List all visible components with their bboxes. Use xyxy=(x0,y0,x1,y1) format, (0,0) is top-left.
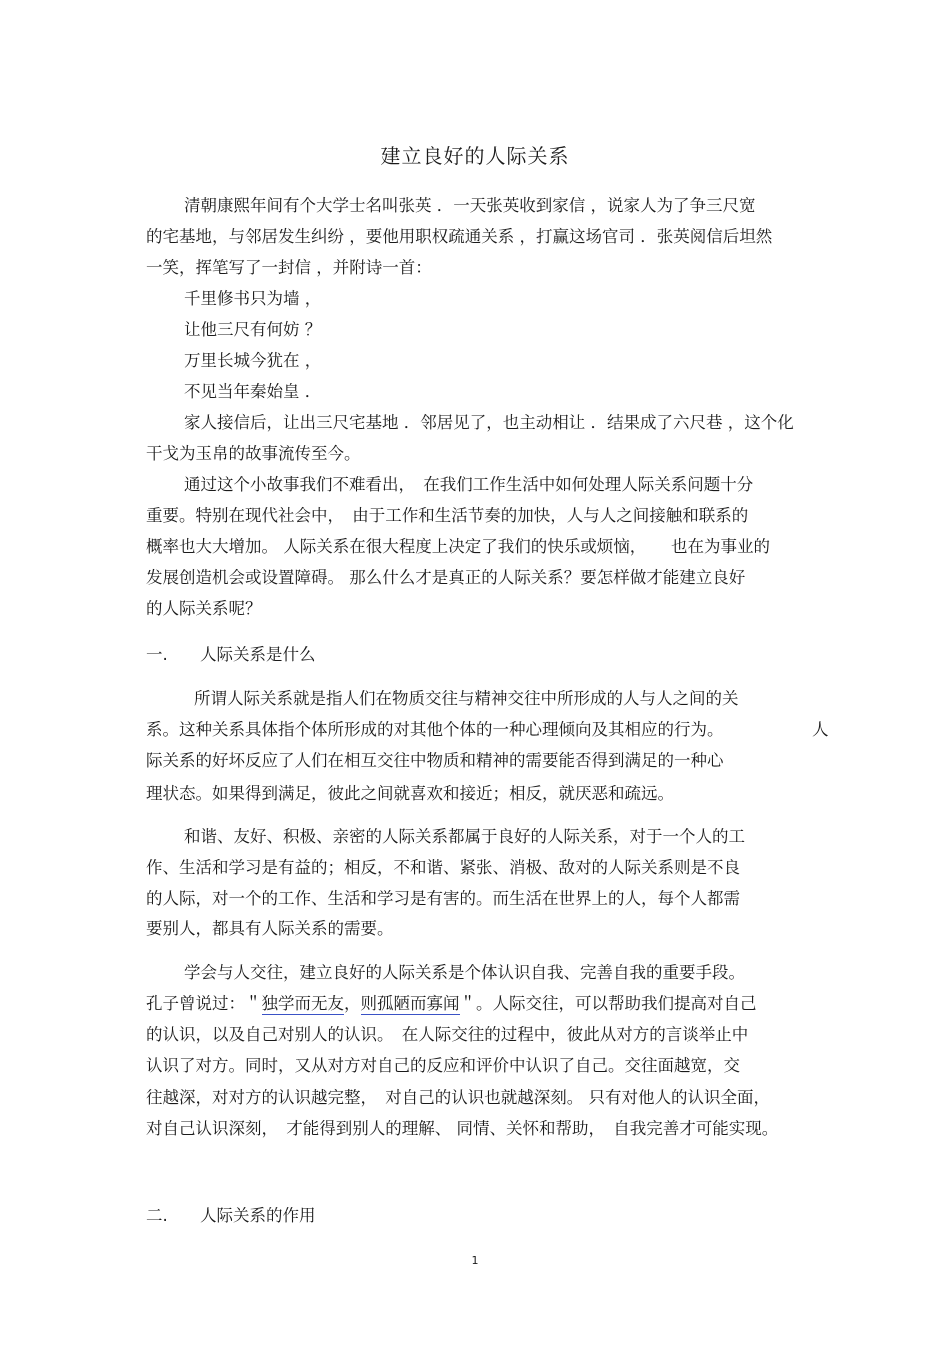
paragraph-line: 作、生活和学习是有益的；相反，不和谐、紧张、消极、敌对的人际关系则是不良 xyxy=(146,858,740,877)
quote-part-2: 则孤陋而寡闻 xyxy=(360,994,460,1013)
paragraph-line: 的人际，对一个的工作、生活和学习是有害的。而生活在世界上的人，每个人都需 xyxy=(146,889,740,908)
intro-line: 概率也大大增加。 人际关系在很大程度上决定了我们的快乐或烦恼， 也在为事业的 xyxy=(146,537,770,556)
paragraph-line: 人 xyxy=(812,720,829,739)
paragraph-line: 往越深，对对方的认识越完整， 对自己的认识也就越深刻。 只有对他人的认识全面， xyxy=(146,1088,770,1107)
section-title: 人际关系的作用 xyxy=(200,1206,316,1225)
paragraph-line: 认识了对方。同时，又从对方对自己的反应和评价中认识了自己。交往面越宽，交 xyxy=(146,1056,740,1075)
paragraph-line: 理状态。如果得到满足，彼此之间就喜欢和接近；相反，就厌恶和疏远。 xyxy=(146,784,674,803)
story-line: 清朝康熙年间有个大学士名叫张英 ．一天张英收到家信 ，说家人为了争三尺宽 xyxy=(184,196,756,215)
story-line: 一笑，挥笔写了一封信 ，并附诗一首： xyxy=(146,258,432,277)
story-line: 家人接信后，让出三尺宅基地 ．邻居见了，也主动相让 ．结果成了六尺巷 ，这个化 xyxy=(184,413,794,432)
paragraph-line: 的认识，以及自己对别人的认识。 在人际交往的过程中，彼此从对方的言谈举止中 xyxy=(146,1025,749,1044)
quote-separator: ， xyxy=(344,994,361,1013)
poem-line: 让他三尺有何妨 ？ xyxy=(184,320,322,339)
section-heading xyxy=(146,647,316,664)
quote-rest: ＂。人际交往，可以帮助我们提高对自己 xyxy=(459,994,757,1013)
page-number: 1 xyxy=(471,1254,479,1267)
story-line: 干戈为玉帛的故事流传至今。 xyxy=(146,444,361,463)
paragraph-line: 际关系的好坏反应了人们在相互交往中物质和精神的需要能否得到满足的一种心 xyxy=(146,751,724,770)
intro-line: 重要。特别在现代社会中， 由于工作和生活节奏的加快，人与人之间接触和联系的 xyxy=(146,506,749,525)
intro-line: 发展创造机会或设置障碍。 那么什么才是真正的人际关系？要怎样做才能建立良好 xyxy=(146,568,746,587)
section-number: 一. xyxy=(146,645,168,664)
section-heading xyxy=(146,1208,316,1225)
section-number: 二. xyxy=(146,1206,168,1225)
quote-part-1: 独学而无友 xyxy=(261,994,344,1013)
page-title: 建立良好的人际关系 xyxy=(380,144,570,168)
paragraph-line-quote xyxy=(146,996,757,1013)
paragraph-line: 要别人，都具有人际关系的需要。 xyxy=(146,919,394,938)
paragraph-line: 所谓人际关系就是指人们在物质交往与精神交往中所形成的人与人之间的关 xyxy=(194,689,739,708)
poem-line: 万里长城今犹在 ， xyxy=(184,351,322,370)
section-title: 人际关系是什么 xyxy=(200,645,316,664)
quote-intro: 孔子曾说过：＂ xyxy=(146,994,262,1013)
poem-line: 千里修书只为墙 ， xyxy=(184,289,322,308)
intro-line: 通过这个小故事我们不难看出， 在我们工作生活中如何处理人际关系问题十分 xyxy=(184,475,754,494)
paragraph-line: 和谐、友好、积极、亲密的人际关系都属于良好的人际关系，对于一个人的工 xyxy=(184,827,745,846)
poem-line: 不见当年秦始皇 ． xyxy=(184,382,322,401)
story-line: 的宅基地，与邻居发生纠纷 ，要他用职权疏通关系 ，打赢这场官司 ．张英阅信后坦然 xyxy=(146,227,773,246)
intro-line: 的人际关系呢？ xyxy=(146,599,262,618)
paragraph-line: 系。这种关系具体指个体所形成的对其他个体的一种心理倾向及其相应的行为。 xyxy=(146,720,724,739)
paragraph-line: 学会与人交往，建立良好的人际关系是个体认识自我、完善自我的重要手段。 xyxy=(184,963,745,982)
paragraph-line: 对自己认识深刻， 才能得到别人的理解、 同情、关怀和帮助， 自我完善才可能实现。 xyxy=(146,1119,779,1138)
